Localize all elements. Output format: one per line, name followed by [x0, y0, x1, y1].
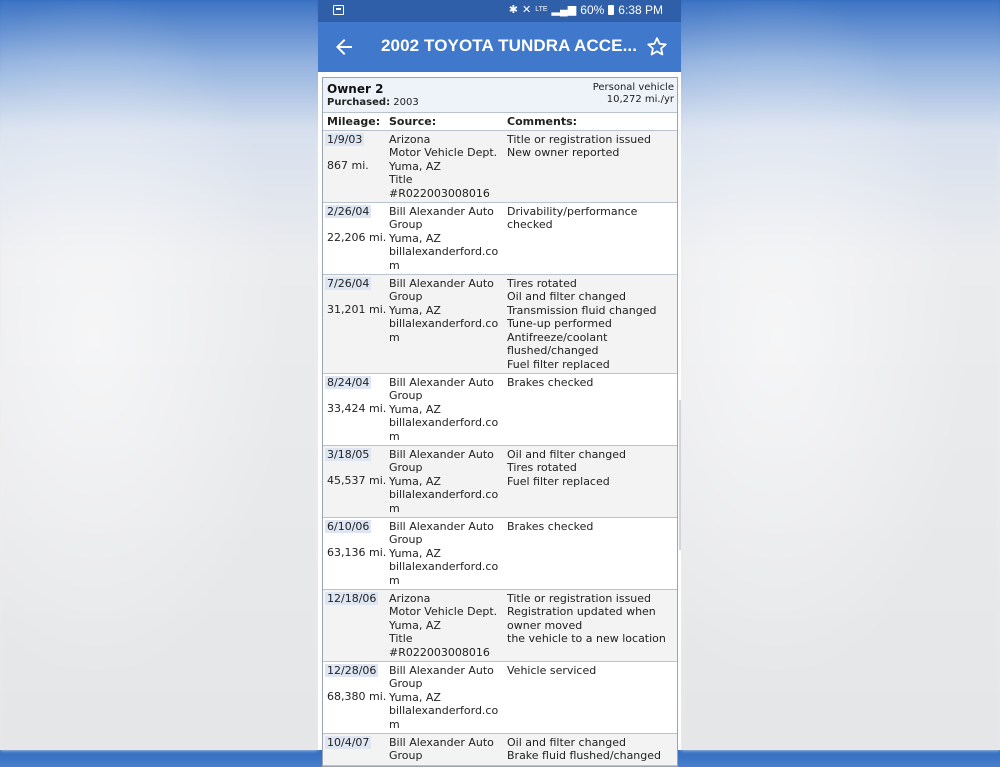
- signal-icon: ▂▄▆: [551, 4, 577, 16]
- source-line: Yuma, AZ: [389, 474, 441, 488]
- comments-cell: [507, 734, 677, 765]
- comment-line: Brakes checked: [507, 519, 594, 533]
- comment-line: the vehicle to a new location: [507, 632, 666, 646]
- comment-line: Tune-up performed: [507, 317, 612, 331]
- comment-line: Antifreeze/coolant: [507, 330, 608, 344]
- source-line: Yuma, AZ: [389, 303, 441, 317]
- comments-cell: [507, 131, 677, 202]
- record-miles: 33,424 mi.: [327, 402, 387, 416]
- record-date: 8/24/04: [327, 375, 370, 389]
- source-line: m: [389, 573, 400, 587]
- comment-line: Tires rotated: [507, 461, 577, 475]
- comment-line: Brake fluid flushed/changed: [507, 749, 662, 763]
- source-line: Group: [389, 533, 423, 547]
- annual-miles: 10,272 mi./yr: [606, 94, 674, 105]
- comment-line: Brakes checked: [507, 375, 594, 389]
- clock: 6:38 PM: [618, 3, 663, 17]
- comment-line: Fuel filter replaced: [507, 357, 610, 371]
- source-line: Bill Alexander Auto: [389, 664, 494, 678]
- record-date: 2/26/04: [327, 205, 370, 219]
- source-line: Motor Vehicle Dept.: [389, 146, 498, 160]
- comment-line: Transmission fluid changed: [507, 303, 657, 317]
- source-line: Bill Alexander Auto: [389, 736, 494, 750]
- comment-line: New owner reported: [507, 146, 620, 160]
- table-row: [323, 662, 677, 734]
- record-date: 7/26/04: [327, 277, 370, 291]
- source-cell: [389, 734, 507, 765]
- record-date: 12/18/06: [327, 592, 377, 605]
- comments-column-header: Comments:: [507, 115, 578, 128]
- status-indicators: [509, 3, 663, 17]
- ownership-history-card: [322, 77, 678, 767]
- source-line: Arizona: [389, 133, 431, 146]
- mileage-cell: [323, 734, 389, 765]
- comment-line: Oil and filter changed: [507, 290, 627, 304]
- mileage-cell: [323, 203, 389, 274]
- source-line: #R022003008016: [389, 186, 490, 200]
- source-line: Yuma, AZ: [389, 690, 441, 704]
- source-line: Bill Alexander Auto: [389, 375, 494, 389]
- source-line: Group: [389, 389, 423, 403]
- source-line: billalexanderford.co: [389, 704, 499, 718]
- record-miles: 63,136 mi.: [327, 546, 387, 560]
- mileage-cell: [323, 662, 389, 733]
- source-cell: [389, 662, 507, 733]
- record-miles: 22,206 mi.: [327, 231, 387, 245]
- source-cell: [389, 203, 507, 274]
- table-header: [323, 113, 677, 131]
- source-line: Yuma, AZ: [389, 159, 441, 173]
- mileage-cell: [323, 131, 389, 202]
- background-blur-left: [0, 0, 318, 750]
- source-line: Group: [389, 461, 423, 475]
- mileage-cell: [323, 374, 389, 445]
- star-outline-icon[interactable]: [645, 35, 669, 59]
- comment-line: Oil and filter changed: [507, 736, 627, 750]
- purchased-year: 2003: [393, 97, 419, 108]
- comments-cell: [507, 662, 677, 733]
- source-line: billalexanderford.co: [389, 245, 499, 259]
- record-date: 1/9/03: [327, 133, 363, 146]
- source-line: billalexanderford.co: [389, 317, 499, 331]
- background-blur-right: [681, 0, 1000, 750]
- source-line: Yuma, AZ: [389, 546, 441, 560]
- source-cell: [389, 590, 507, 661]
- source-line: billalexanderford.co: [389, 560, 499, 574]
- comment-line: Title or registration issued: [507, 133, 652, 146]
- source-line: Bill Alexander Auto: [389, 277, 494, 291]
- comments-cell: [507, 518, 677, 589]
- bluetooth-icon: ✱: [508, 4, 518, 16]
- owner-title: Owner 2: [327, 82, 384, 96]
- mute-icon: ✕: [522, 4, 532, 16]
- purchased-line: [327, 97, 419, 108]
- source-line: m: [389, 717, 400, 731]
- source-line: Arizona: [389, 592, 431, 605]
- table-row: [323, 275, 677, 374]
- comment-line: Fuel filter replaced: [507, 474, 610, 488]
- comments-cell: [507, 203, 677, 274]
- record-date: 12/28/06: [327, 664, 377, 678]
- source-line: Bill Alexander Auto: [389, 205, 494, 219]
- comment-line: flushed/changed: [507, 344, 599, 358]
- mileage-cell: [323, 275, 389, 373]
- source-cell: [389, 131, 507, 202]
- source-cell: [389, 374, 507, 445]
- source-line: m: [389, 330, 400, 344]
- gallery-notification-icon: [333, 5, 344, 15]
- mileage-column-header: Mileage:: [327, 115, 381, 128]
- source-line: Bill Alexander Auto: [389, 447, 494, 461]
- source-cell: [389, 518, 507, 589]
- purchased-label: Purchased:: [327, 97, 391, 108]
- table-row: [323, 203, 677, 275]
- source-line: Title: [389, 173, 413, 187]
- app-bar: [318, 22, 681, 72]
- source-cell: [389, 446, 507, 517]
- mileage-cell: [323, 518, 389, 589]
- record-date: 3/18/05: [327, 447, 370, 461]
- comment-line: checked: [507, 218, 553, 232]
- table-row: [323, 446, 677, 518]
- record-miles: 68,380 mi.: [327, 690, 387, 704]
- record-miles: 31,201 mi.: [327, 303, 387, 317]
- phone-screen: [318, 0, 681, 763]
- table-row: [323, 131, 677, 203]
- source-line: Group: [389, 290, 423, 304]
- table-row: [323, 518, 677, 590]
- source-line: billalexanderford.co: [389, 416, 499, 430]
- source-line: Title: [389, 632, 413, 646]
- scrollbar[interactable]: [679, 400, 681, 550]
- table-row: [323, 374, 677, 446]
- comments-cell: [507, 374, 677, 445]
- source-line: Group: [389, 677, 423, 691]
- source-column-header: Source:: [389, 115, 437, 128]
- source-line: Yuma, AZ: [389, 231, 441, 245]
- source-line: m: [389, 501, 400, 515]
- comment-line: Title or registration issued: [507, 592, 652, 605]
- comment-line: Drivability/performance: [507, 205, 638, 219]
- source-line: Group: [389, 218, 423, 232]
- comments-cell: [507, 275, 677, 373]
- comment-line: Registration updated when: [507, 605, 656, 619]
- source-line: #R022003008016: [389, 645, 490, 659]
- comment-line: owner moved: [507, 618, 583, 632]
- comments-cell: [507, 446, 677, 517]
- source-line: m: [389, 429, 400, 443]
- source-line: Yuma, AZ: [389, 618, 441, 632]
- vehicle-type: Personal vehicle: [592, 82, 674, 93]
- source-line: Yuma, AZ: [389, 402, 441, 416]
- source-line: m: [389, 258, 400, 272]
- battery-percent: 60%: [580, 3, 605, 17]
- page-title: 2002 TOYOTA TUNDRA ACCE...: [381, 36, 638, 55]
- record-date: 10/4/07: [327, 736, 370, 750]
- owner-header: [323, 78, 677, 113]
- record-miles: 867 mi.: [327, 159, 369, 173]
- record-miles: 45,537 mi.: [327, 474, 387, 488]
- source-line: Bill Alexander Auto: [389, 519, 494, 533]
- records-list: [323, 131, 677, 766]
- network-type-label: LTE: [535, 6, 548, 13]
- comment-line: Vehicle serviced: [507, 664, 597, 678]
- comments-cell: [507, 590, 677, 661]
- battery-icon: [608, 5, 614, 15]
- arrow-left-icon[interactable]: [332, 35, 356, 59]
- mileage-cell: [323, 446, 389, 517]
- comment-line: Tires rotated: [507, 277, 577, 291]
- source-line: Motor Vehicle Dept.: [389, 605, 498, 619]
- table-row: [323, 734, 677, 766]
- table-row: [323, 590, 677, 662]
- source-cell: [389, 275, 507, 373]
- owner-usage: [593, 82, 674, 106]
- comment-line: Oil and filter changed: [507, 447, 627, 461]
- mileage-cell: [323, 590, 389, 661]
- source-line: Group: [389, 749, 423, 763]
- status-bar: [318, 0, 681, 22]
- source-line: billalexanderford.co: [389, 488, 499, 502]
- record-date: 6/10/06: [327, 519, 370, 533]
